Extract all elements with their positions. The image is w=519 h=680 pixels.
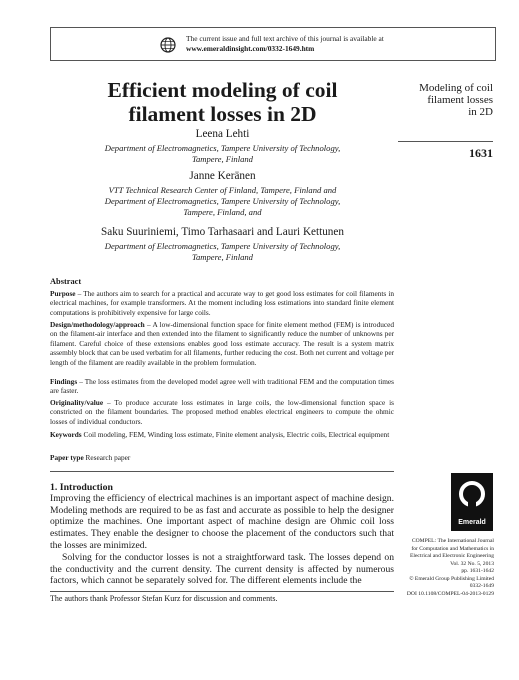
author-affiliation <box>60 241 385 263</box>
keywords-label: Keywords <box>50 430 82 439</box>
originality-label: Originality/value <box>50 398 104 407</box>
running-title-line: in 2D <box>468 106 493 118</box>
abstract-purpose <box>50 289 394 317</box>
title-line-2: filament losses in 2D <box>128 102 317 126</box>
purpose-text: – The authors aim to search for a practical and accurate way to get good loss estimates for coil filaments in electrical machines, for example transformers. At the moment including loss estimations into standard finite element computations is prohibitively expensive for large coils. <box>50 289 394 317</box>
affiliation-line: Tampere, Finland <box>192 154 253 164</box>
journal-info-line: 0332-1649 <box>469 583 494 589</box>
author-affiliation <box>60 143 385 165</box>
design-label: Design/methodology/approach <box>50 320 145 329</box>
design-text: – A low-dimensional function space for finite element method (FEM) is introduced on the filament-air interface and then extended into the filament to significantly reduce the number of unknowns per filament. Careful choice of these extensions enables good loss estimate accuracy. The result is a system matrix assembly block that can be used verbatim for all filaments, further reducing the cost. Both net current and voltage per length of the filament are readily available in the problem formulation. <box>50 320 394 367</box>
findings-label: Findings <box>50 377 78 386</box>
abstract-heading: Abstract <box>50 277 82 286</box>
abstract-keywords <box>50 430 394 439</box>
affiliation-line: Department of Electromagnetics, Tampere University of Technology, <box>104 143 341 153</box>
journal-info-line: Vol. 32 No. 5, 2013 <box>450 560 494 567</box>
author-name: Janne Keränen <box>189 170 256 182</box>
sidebar-divider <box>398 141 493 142</box>
emerald-emblem-icon <box>458 478 486 516</box>
abstract-findings <box>50 377 394 396</box>
footnote: The authors thank Professor Stefan Kurz for discussion and comments. <box>50 594 278 603</box>
author-name: Leena Lehti <box>195 128 250 140</box>
originality-text: – To produce accurate loss estimates in large coils, the low-dimensional function space is constricted on the filament boundaries. The proposed method enables electrical engineers to compute the ohmic losses of individual conductors. <box>50 398 394 426</box>
affiliation-line: Tampere, Finland, and <box>183 207 262 217</box>
author-affiliation <box>60 185 385 218</box>
affiliation-line: Tampere, Finland <box>192 252 253 262</box>
notice-text: The current issue and full text archive of this journal is available at <box>186 34 384 43</box>
affiliation-line: VTT Technical Research Center of Finland, Tampere, Finland and <box>108 185 337 195</box>
running-title-line: Modeling of coil <box>419 82 493 94</box>
journal-doi: DOI 10.1108/COMPEL-04-2013-0129 <box>406 590 494 597</box>
journal-info-line: Electrical and Electronic Engineering <box>409 553 494 559</box>
page-number: 1631 <box>469 146 493 160</box>
article-title <box>60 78 385 126</box>
journal-url-link[interactable]: www.emeraldinsight.com/0332-1649.htm <box>186 44 315 53</box>
paper-type-text: Research paper <box>83 453 131 462</box>
title-line-1: Efficient modeling of coil <box>107 78 338 102</box>
abstract-design <box>50 320 394 367</box>
journal-info-line: for Computation and Mathematics in <box>411 545 494 552</box>
abstract-paper-type <box>50 453 394 462</box>
abstract-originality <box>50 398 394 426</box>
emerald-logo-label: Emerald <box>458 519 486 526</box>
running-title-line: filament losses <box>427 94 493 106</box>
body-paragraph: Solving for the conductor losses is not a straightforward task. The losses depend on the conductivity and the current density. The current density is affected by numerous factors, which cannot be separately solved for. The different elements include the <box>50 552 394 587</box>
globe-icon <box>160 37 176 53</box>
running-title <box>398 82 493 118</box>
abstract-divider <box>50 471 394 472</box>
findings-text: – The loss estimates from the developed model agree well with traditional FEM and the computation times are faster. <box>50 377 394 396</box>
author-name: Saku Suuriniemi, Timo Tarhasaari and Lauri Kettunen <box>101 226 344 238</box>
keywords-text: Coil modeling, FEM, Winding loss estimate, Finite element analysis, Electric coils, Electrical equipment <box>81 430 390 439</box>
journal-info-line: pp. 1631-1642 <box>461 568 494 574</box>
purpose-label: Purpose <box>50 289 76 298</box>
affiliation-line: Department of Electromagnetics, Tampere University of Technology, <box>104 196 341 206</box>
journal-info-line: COMPEL: The International Journal <box>411 538 494 544</box>
paper-type-label: Paper type <box>50 453 84 462</box>
body-paragraph: Improving the efficiency of electrical machines is an important aspect of machine design. Modeling methods are required to be as fast and accurate as possible to help the designer optimize the machines. One important aspect of machine design are Ohmic coil loss estimates. They enable the designer to choose the placement of the conductors such that the losses are minimized. <box>50 493 394 551</box>
journal-info <box>398 538 494 598</box>
journal-info-line: © Emerald Group Publishing Limited <box>409 575 494 582</box>
affiliation-line: Department of Electromagnetics, Tampere University of Technology, <box>104 241 341 251</box>
section-heading: 1. Introduction <box>50 482 113 493</box>
footnote-divider <box>50 591 394 592</box>
